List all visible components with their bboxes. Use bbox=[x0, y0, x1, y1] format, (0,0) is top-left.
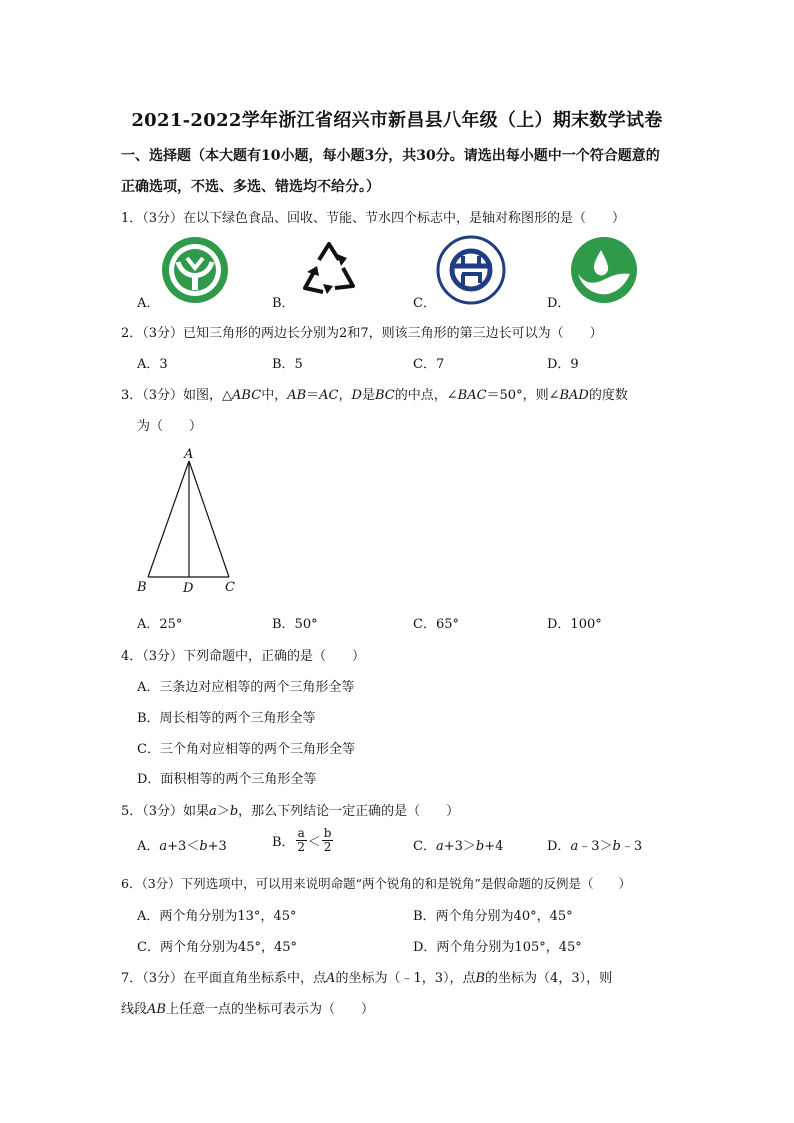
question-7-stem: 7．（3分）在平面直角坐标系中，点A的坐标为（﹣1，3），点B的坐标为（4，3），则 bbox=[121, 971, 613, 986]
question-1-option-c: C． bbox=[413, 296, 436, 311]
water-saving-logo-icon bbox=[570, 236, 638, 304]
question-5-option-a: A．a+3＜b+3 bbox=[137, 839, 227, 854]
question-3-option-d: D．100° bbox=[547, 617, 602, 632]
question-4-option-a: A．三条边对应相等的两个三角形全等 bbox=[137, 680, 355, 695]
question-4-option-b: B．周长相等的两个三角形全等 bbox=[137, 711, 316, 726]
question-6-option-c: C．两个角分别为45°，45° bbox=[137, 940, 298, 955]
question-2-stem: 2．（3分）已知三角形的两边长分别为2和7，则该三角形的第三边长可以为（ ） bbox=[121, 326, 603, 341]
recycle-logo-icon bbox=[297, 238, 361, 302]
exam-title: 2021-2022学年浙江省绍兴市新昌县八年级（上）期末数学试卷 bbox=[131, 110, 663, 131]
question-2-option-a: A．3 bbox=[137, 357, 168, 372]
question-3-stem-line-2: 为（ ） bbox=[137, 419, 203, 434]
question-6-option-b: B．两个角分别为40°，45° bbox=[413, 909, 573, 924]
question-5-option-d: D．a﹣3＞b﹣3 bbox=[547, 839, 643, 854]
vertex-label-a: A bbox=[184, 447, 194, 462]
fraction-a-over-2: $\frac{a}{2}$ bbox=[297, 826, 305, 854]
question-3-stem: 3．（3分）如图，△ABC中，AB＝AC，D是BC的中点，∠BAC＝50°，则∠BAD的度数 bbox=[121, 388, 628, 403]
question-5-stem: 5．（3分）如果a＞b，那么下列结论一定正确的是（ ） bbox=[121, 804, 460, 819]
question-2-option-c: C．7 bbox=[413, 357, 445, 372]
question-6-option-d: D．两个角分别为105°，45° bbox=[413, 940, 582, 955]
energy-saving-logo-icon bbox=[436, 235, 506, 305]
question-3-option-b: B．50° bbox=[272, 617, 318, 632]
question-7-stem-line-2: 线段AB上任意一点的坐标可表示为（ ） bbox=[121, 1002, 374, 1017]
question-3-option-a: A．25° bbox=[137, 617, 183, 632]
question-5-option-b: B． $\frac{a}{2}$ ＜ $\frac{b}{2}$ bbox=[272, 826, 332, 854]
fraction-b-over-2: $\frac{b}{2}$ bbox=[323, 826, 332, 854]
green-food-logo-icon bbox=[161, 236, 229, 304]
question-2-option-d: D．9 bbox=[547, 357, 579, 372]
question-1-stem: 1．（3分）在以下绿色食品、回收、节能、节水四个标志中，是轴对称图形的是（ ） bbox=[121, 211, 626, 226]
question-4-option-c: C．三个角对应相等的两个三角形全等 bbox=[137, 742, 355, 757]
question-1-option-b: B． bbox=[272, 296, 295, 311]
question-1-option-d: D． bbox=[547, 296, 571, 311]
question-3-option-c: C．65° bbox=[413, 617, 459, 632]
question-2-option-b: B．5 bbox=[272, 357, 303, 372]
vertex-label-b: B bbox=[137, 580, 147, 595]
question-1-option-a: A． bbox=[137, 296, 160, 311]
question-6-stem: 6．（3分）下列选项中，可以用来说明命题“两个锐角的和是锐角”是假命题的反例是（ ） bbox=[121, 876, 631, 891]
question-5-option-c: C．a+3＞b+4 bbox=[413, 839, 504, 854]
section-heading-line-2: 正确选项，不选、多选、错选均不给分。） bbox=[121, 179, 380, 195]
vertex-label-d: D bbox=[183, 581, 194, 596]
vertex-label-c: C bbox=[225, 580, 235, 595]
question-6-option-a: A．两个角分别为13°，45° bbox=[137, 909, 297, 924]
question-4-stem: 4．（3分）下列命题中，正确的是（ ） bbox=[121, 649, 366, 664]
section-heading-line-1: 一、选择题（本大题有10小题，每小题3分，共30分。请选出每小题中一个符合题意的 bbox=[121, 148, 660, 164]
isosceles-triangle-figure bbox=[130, 445, 250, 597]
question-4-option-d: D．面积相等的两个三角形全等 bbox=[137, 772, 317, 787]
